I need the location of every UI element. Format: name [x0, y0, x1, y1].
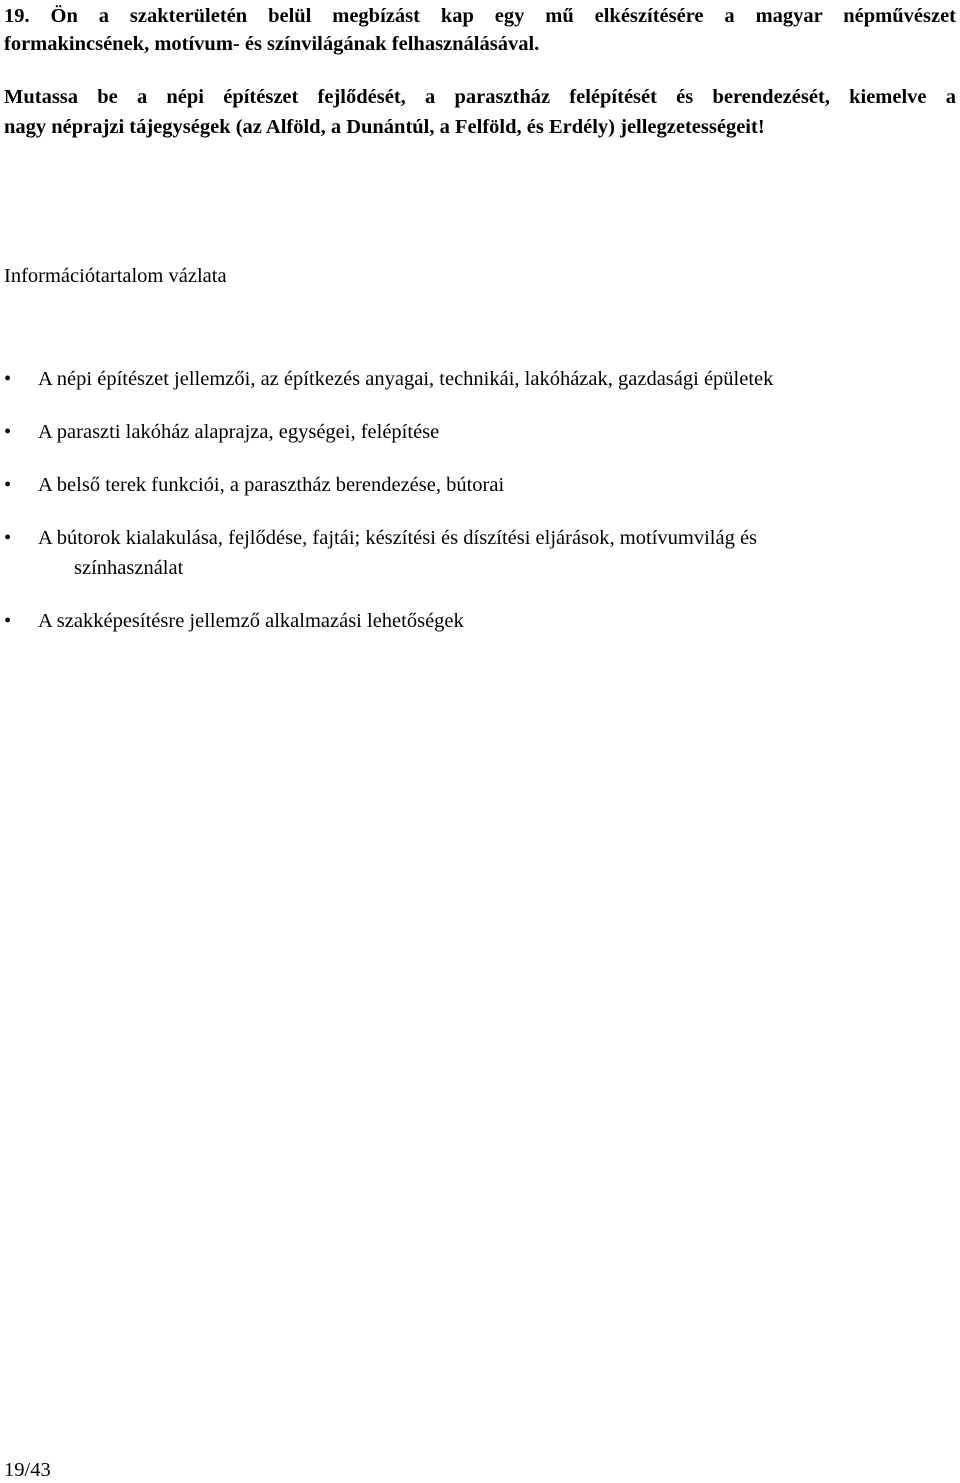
outline-heading: Információtartalom vázlata: [4, 265, 227, 287]
list-item-text: A szakképesítésre jellemző alkalmazási lehetőségek: [38, 610, 464, 632]
list-item-text-line-1: A bútorok kialakulása, fejlődése, fajtái; készítési és díszítési eljárások, motívumvilág és: [38, 527, 758, 549]
list-item-text: A belső terek funkciói, a parasztház berendezése, bútorai: [38, 474, 505, 496]
bullet-icon: •: [4, 474, 12, 496]
task-line-1: 19. Ön a szakterületén belül megbízást kap egy mű elkészítésére a magyar népművészet: [4, 5, 956, 27]
question-line-1: Mutassa be a népi építészet fejlődését, a parasztház felépítését és berendezését, kiemelve a: [4, 86, 956, 108]
task-line-2: formakincsének, motívum- és színvilágának felhasználásával.: [4, 33, 540, 55]
list-item-text: A paraszti lakóház alaprajza, egységei, felépítése: [38, 421, 440, 443]
list-item-text-line-2: színhasználat: [74, 557, 184, 579]
question-text: [4, 82, 956, 142]
list-item-text: A népi építészet jellemzői, az építkezés anyagai, technikái, lakóházak, gazdasági épületek: [38, 368, 774, 390]
bullet-icon: •: [4, 610, 12, 632]
question-line-2: nagy néprajzi tájegységek (az Alföld, a Dunántúl, a Felföld, és Erdély) jellegzetességeit!: [4, 116, 765, 138]
bullet-icon: •: [4, 421, 12, 443]
bullet-icon: •: [4, 368, 12, 390]
bullet-icon: •: [4, 527, 12, 549]
task-statement: [4, 2, 956, 58]
list-item-text: [38, 523, 918, 583]
page-number: 19/43: [4, 1459, 51, 1481]
